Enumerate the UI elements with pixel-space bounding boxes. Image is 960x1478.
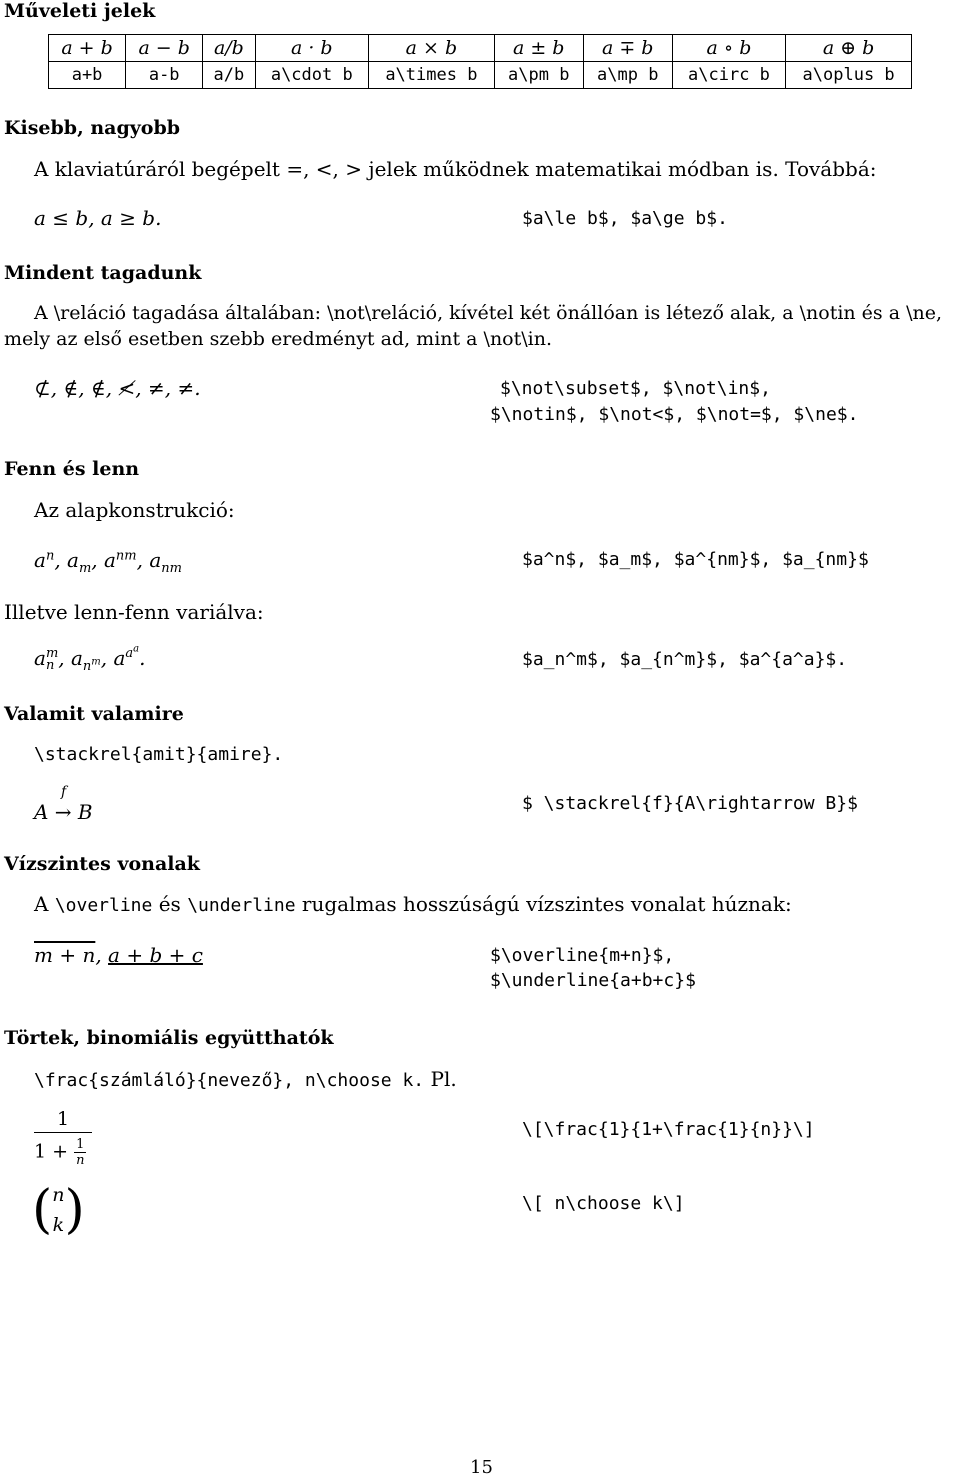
negation-text-line2: mely az első esetben szebb eredményt ad, mint a \not\in. bbox=[4, 328, 553, 350]
updown-code-basic: $a^n$, $a_m$, $a^{nm}$, $a_{nm}$ bbox=[522, 549, 869, 570]
op-math-cell: a/b bbox=[203, 35, 255, 62]
stack-code: $ \stackrel{f}{A\rightarrow B}$ bbox=[522, 793, 858, 814]
op-code-cell: a\mp b bbox=[583, 62, 672, 89]
underline-example: a + b + c bbox=[108, 943, 203, 967]
operator-code-row bbox=[49, 62, 912, 89]
page-number: 15 bbox=[470, 1457, 493, 1478]
section-heading-fractions: Törtek, binomiális együtthatók bbox=[4, 1027, 334, 1049]
op-code-cell: a/b bbox=[203, 62, 255, 89]
op-math-cell: a ± b bbox=[494, 35, 583, 62]
op-math-cell: a + b bbox=[49, 35, 126, 62]
stack-intro-code: \stackrel{amit}{amire}. bbox=[34, 744, 284, 765]
op-math-cell: a × b bbox=[369, 35, 495, 62]
updown-math-mixed: a m n , $a_{n^m}$, $a^{a^a}$. bbox=[34, 644, 146, 674]
stack-math: A → B bbox=[34, 800, 93, 824]
overline-example: m + n bbox=[34, 943, 96, 967]
negation-text-line1: A \reláció tagadása általában: \not\reláció, kívétel két önállóan is létező alak, a \notin és a \ne, bbox=[34, 302, 943, 324]
op-code-cell: a\oplus b bbox=[786, 62, 912, 89]
lines-intro: A \overline és \underline rugalmas hosszúságú vízszintes vonalat húznak: bbox=[34, 892, 792, 916]
op-code-cell: a\circ b bbox=[672, 62, 785, 89]
op-math-cell: a ∓ b bbox=[583, 35, 672, 62]
op-code-cell: a\times b bbox=[369, 62, 495, 89]
op-math-cell: a ∘ b bbox=[672, 35, 785, 62]
lines-code-line2: $\underline{a+b+c}$ bbox=[490, 970, 696, 991]
op-math-cell: a − b bbox=[126, 35, 203, 62]
updown-intro: Az alapkonstrukció: bbox=[34, 498, 235, 522]
op-code-cell: a-b bbox=[126, 62, 203, 89]
section-heading-stack: Valamit valamire bbox=[4, 703, 184, 725]
negation-code-line2: $\notin$, $\not<$, $\not=$, $\ne$. bbox=[490, 404, 859, 425]
stack-top-label: f bbox=[61, 784, 67, 800]
op-math-cell: a ⊕ b bbox=[786, 35, 912, 62]
updown-intro2: Illetve lenn-fenn variálva: bbox=[4, 600, 264, 624]
fraction-example: 1 1 + $\frac{1}{n}$ bbox=[34, 1108, 92, 1168]
section-heading-updown: Fenn és lenn bbox=[4, 458, 140, 480]
op-code-cell: a\cdot b bbox=[255, 62, 368, 89]
lines-code-line1: $\overline{m+n}$, bbox=[490, 945, 675, 966]
binomial-code: \[ n\choose k\] bbox=[522, 1193, 685, 1214]
operator-math-row bbox=[49, 35, 912, 62]
op-code-cell: a+b bbox=[49, 62, 126, 89]
op-math-cell: a · b bbox=[255, 35, 368, 62]
updown-code-mixed: $a_n^m$, $a_{n^m}$, $a^{a^a}$. bbox=[522, 649, 848, 670]
fractions-intro: \frac{számláló}{nevező}, n\choose k. Pl. bbox=[34, 1067, 457, 1091]
op-code-cell: a\pm b bbox=[494, 62, 583, 89]
fraction-code: \[\frac{1}{1+\frac{1}{n}}\] bbox=[522, 1119, 815, 1140]
section-heading-lines: Vízszintes vonalak bbox=[4, 853, 200, 875]
operator-table bbox=[48, 34, 912, 89]
updown-math-basic: $a^n$, $a_m$, $a^{nm}$, $a_{nm}$ bbox=[34, 548, 182, 576]
binomial-example: ( n k ) bbox=[32, 1180, 85, 1240]
section-heading-comparison: Kisebb, nagyobb bbox=[4, 117, 181, 139]
section-heading-negation: Mindent tagadunk bbox=[4, 262, 202, 284]
lines-math: m + n, a + b + c bbox=[34, 943, 203, 967]
comparison-code: $a\le b$, $a\ge b$. bbox=[522, 208, 728, 229]
comparison-text: A klaviatúráról begépelt =, <, > jelek működnek matematikai módban is. Továbbá: bbox=[34, 157, 877, 181]
section-heading-operators: Műveleti jelek bbox=[4, 0, 156, 22]
comparison-math: a ≤ b, a ≥ b. bbox=[34, 206, 162, 230]
negation-code-line1: $\not\subset$, $\not\in$, bbox=[500, 378, 771, 399]
negation-math: ⊄, ∉, ∉, ≮, ≠, ≠. bbox=[34, 376, 201, 400]
